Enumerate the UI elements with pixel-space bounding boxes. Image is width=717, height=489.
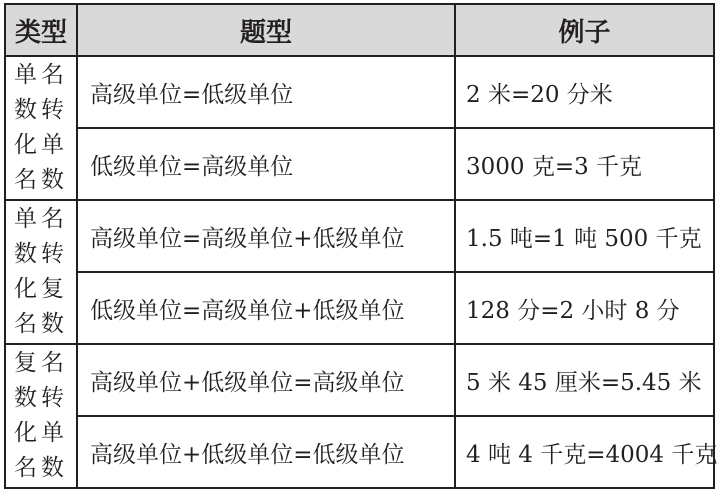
example-cell: 4 吨 4 千克=4004 千克 xyxy=(455,416,714,488)
header-form: 题型 xyxy=(77,4,455,56)
example-cell: 2 米=20 分米 xyxy=(455,56,714,128)
form-cell: 高级单位+低级单位=高级单位 xyxy=(77,344,455,416)
type-cell xyxy=(5,56,77,200)
type-label: 复名数转化单名数 xyxy=(14,350,68,481)
table-row xyxy=(5,344,714,416)
table-row xyxy=(5,416,714,488)
header-type: 类型 xyxy=(5,4,77,56)
example-cell: 3000 克=3 千克 xyxy=(455,128,714,200)
type-cell xyxy=(5,344,77,488)
type-cell xyxy=(5,200,77,344)
example-cell: 5 米 45 厘米=5.45 米 xyxy=(455,344,714,416)
table-row xyxy=(5,272,714,344)
header-example: 例子 xyxy=(455,4,714,56)
example-cell: 128 分=2 小时 8 分 xyxy=(455,272,714,344)
form-cell: 低级单位=高级单位+低级单位 xyxy=(77,272,455,344)
header-row xyxy=(5,4,714,56)
table-row xyxy=(5,56,714,128)
type-label: 单名数转化复名数 xyxy=(14,206,68,337)
unit-conversion-table xyxy=(4,3,715,489)
table-row xyxy=(5,200,714,272)
type-label: 单名数转化单名数 xyxy=(14,62,68,193)
form-cell: 高级单位+低级单位=低级单位 xyxy=(77,416,455,488)
form-cell: 低级单位=高级单位 xyxy=(77,128,455,200)
form-cell: 高级单位=低级单位 xyxy=(77,56,455,128)
example-cell: 1.5 吨=1 吨 500 千克 xyxy=(455,200,714,272)
table-row xyxy=(5,128,714,200)
form-cell: 高级单位=高级单位+低级单位 xyxy=(77,200,455,272)
